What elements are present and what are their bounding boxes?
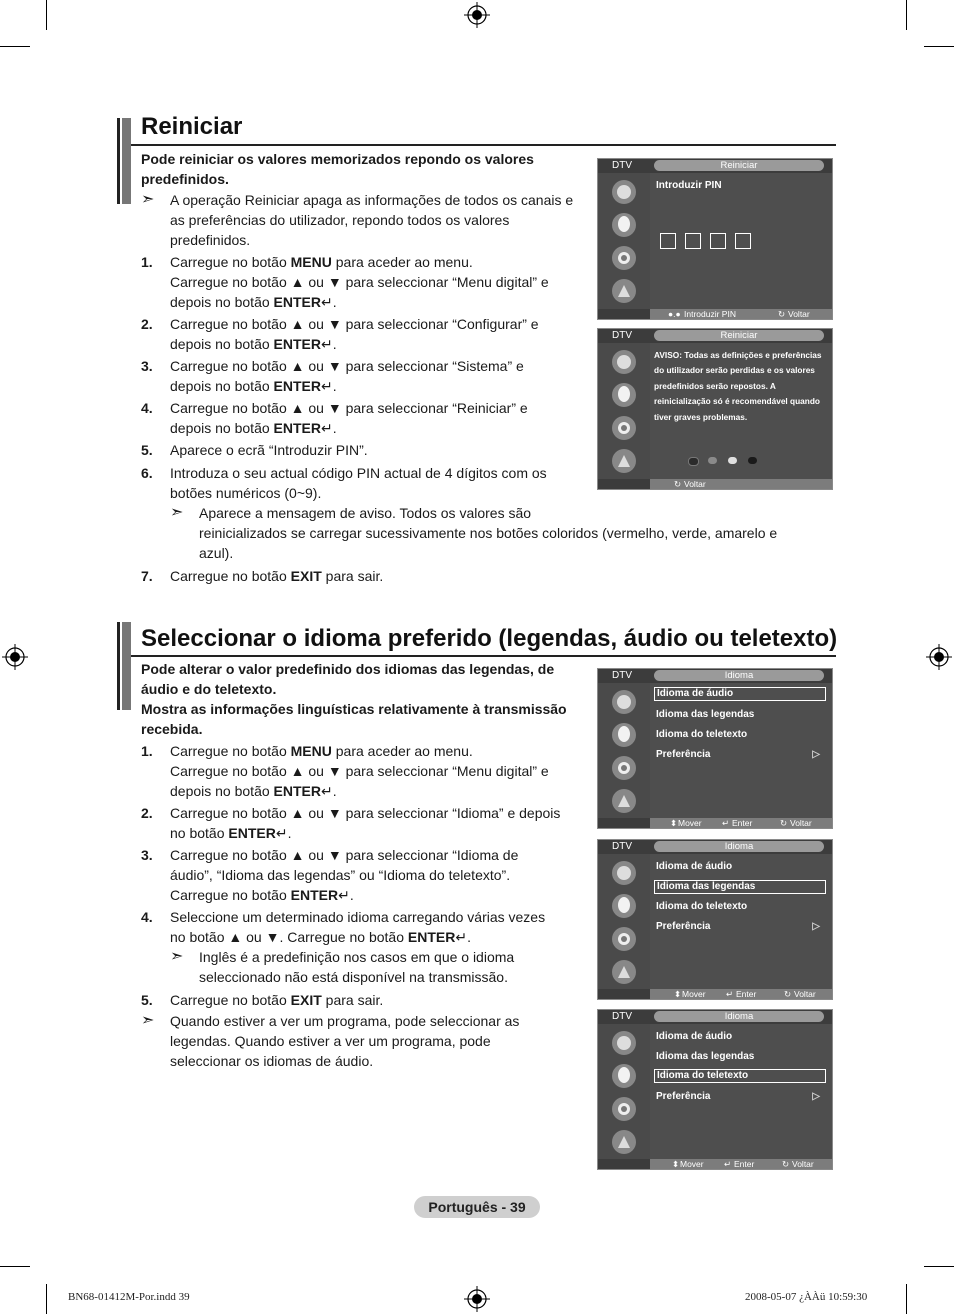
tv-sidebar [598, 683, 650, 818]
note-arrow-icon: ➣ [141, 191, 155, 208]
registration-mark-left [2, 644, 28, 670]
input-menu-icon [610, 1128, 638, 1156]
menu-item-idioma-teletexto[interactable]: Idioma do teletexto [656, 729, 748, 740]
enter-icon: ↵ [320, 378, 333, 394]
tv-sidebar [598, 854, 650, 989]
pin-label: Introduzir PIN [656, 180, 722, 191]
enter-icon: ↵ [275, 825, 288, 841]
return-icon: ↻ [780, 818, 788, 828]
move-icon: ⬍ [672, 1159, 680, 1169]
menu-item-idioma-audio[interactable]: Idioma de áudio [656, 1031, 733, 1042]
settings-menu-icon [610, 754, 638, 782]
tv-screen-pin: DTV Reiniciar Introduzir PIN ●.● Introduzir PIN ↻ Voltar [597, 158, 833, 320]
enter-icon: ↵ [726, 989, 734, 999]
tv-screen-idioma-audio: DTV Idioma Idioma de áudio Idioma das legendas Idioma do teletexto Preferência ▷ ⬍ Mover ↵ Enter ↻ Voltar [597, 668, 833, 829]
screen-title: Idioma [654, 1011, 824, 1022]
input-menu-icon [610, 447, 638, 475]
pin-digit-box[interactable] [685, 233, 701, 249]
submenu-arrow-icon: ▷ [812, 921, 820, 932]
screen-title: Reiniciar [654, 330, 824, 341]
step: 1. Carregue no botão MENU para aceder ao menu. Carregue no botão ▲ ou ▼ para seleccionar “Menu digital” e depois no botão ENTER↵. [141, 743, 549, 799]
note-arrow-icon: ➣ [141, 1012, 155, 1029]
section-rule [131, 144, 836, 146]
pin-digit-box[interactable] [660, 233, 676, 249]
footer-timestamp: 2008-05-07 ¿ÀÀü 10:59:30 [745, 1291, 868, 1303]
picture-menu-icon [610, 688, 638, 716]
menu-item-idioma-legendas[interactable]: Idioma das legendas [656, 1051, 755, 1062]
menu-item-idioma-teletexto[interactable]: Idioma do teletexto [654, 1069, 826, 1083]
section-title: Reiniciar [141, 113, 243, 140]
return-icon: ↻ [674, 479, 682, 489]
page-number-label: Português - 39 [414, 1196, 540, 1218]
sound-menu-icon [610, 381, 638, 409]
step: 5. Carregue no botão EXIT para sair. [141, 992, 384, 1008]
enter-icon: ↵ [320, 420, 333, 436]
step: 5. Aparece o ecrã “Introduzir PIN”. [141, 442, 368, 458]
tv-sidebar [598, 343, 650, 479]
return-icon: ↻ [782, 1159, 790, 1169]
pin-digit-box[interactable] [710, 233, 726, 249]
section-bar [117, 118, 131, 204]
step: 4. Seleccione um determinado idioma carregando várias vezes no botão ▲ ou ▼. Carregue no botão ENTER↵. [141, 909, 546, 945]
footer-file-info: BN68-01412M-Por.indd 39 [68, 1291, 190, 1303]
submenu-arrow-icon: ▷ [812, 1091, 820, 1102]
screen-title: Idioma [654, 670, 824, 681]
section-bar [117, 622, 131, 710]
picture-menu-icon [610, 1029, 638, 1057]
warning-text: AVISO: Todas as definições e preferências do utilizador serão perdidas e os valores predefinidos serão repostos. A reinicialização só é recomendável quando tiver graves problemas. [654, 350, 822, 422]
color-dot [728, 457, 737, 464]
enter-icon: ↵ [455, 929, 468, 945]
enter-icon: ↵ [724, 1159, 732, 1169]
color-dot [748, 457, 757, 464]
menu-item-idioma-teletexto[interactable]: Idioma do teletexto [656, 901, 748, 912]
settings-menu-icon [610, 1095, 638, 1123]
picture-menu-icon [610, 859, 638, 887]
sound-menu-icon [610, 721, 638, 749]
tv-sidebar [598, 1024, 650, 1159]
tv-screen-warning: DTV Reiniciar AVISO: Todas as definições e preferências do utilizador serão perdidas e os valores predefinidos serão repostos. A reinicialização só é recomendável quando tiver graves problemas. ↻ Voltar [597, 328, 833, 490]
menu-item-preferencia[interactable]: Preferência ▷ [656, 749, 820, 760]
section-intro: Pode alterar o valor predefinido dos idiomas das legendas, de áudio e do teletexto. [141, 661, 555, 697]
step: 2. Carregue no botão ▲ ou ▼ para seleccionar “Configurar” e depois no botão ENTER↵. [141, 316, 539, 352]
menu-item-idioma-audio[interactable]: Idioma de áudio [656, 861, 733, 872]
enter-icon: ↵ [320, 294, 333, 310]
section-intro: Mostra as informações linguísticas relativamente à transmissão recebida. [141, 701, 567, 737]
step: 3. Carregue no botão ▲ ou ▼ para seleccionar “Idioma de áudio”, “Idioma das legendas” ou “Idioma do teletexto”. Carregue no botão ENTER↵. [141, 847, 519, 903]
submenu-arrow-icon: ▷ [812, 749, 820, 760]
screen-footer: ⬍ Mover ↵ Enter ↻ Voltar [650, 989, 832, 999]
screen-title: Reiniciar [654, 160, 824, 171]
step: 1. Carregue no botão MENU para aceder ao menu. Carregue no botão ▲ ou ▼ para seleccionar “Menu digital” e depois no botão ENTER↵. [141, 254, 549, 310]
input-menu-icon [610, 277, 638, 305]
pin-digit-box[interactable] [735, 233, 751, 249]
step: 4. Carregue no botão ▲ ou ▼ para seleccionar “Reiniciar” e depois no botão ENTER↵. [141, 400, 528, 436]
screen-footer: ●.● Introduzir PIN ↻ Voltar [650, 309, 832, 319]
section-intro: Pode reiniciar os valores memorizados repondo os valores predefinidos. [141, 151, 534, 187]
step: 7. Carregue no botão EXIT para sair. [141, 568, 384, 584]
registration-mark-top [464, 2, 490, 28]
tv-screen-idioma-teletexto: DTV Idioma Idioma de áudio Idioma das legendas Idioma do teletexto Preferência ▷ ⬍ Mover ↵ Enter ↻ Voltar [597, 1009, 833, 1170]
screen-title: Idioma [654, 841, 824, 852]
screen-footer: ⬍ Mover ↵ Enter ↻ Voltar [650, 1159, 832, 1169]
subnote: ➣ Inglês é a predefinição nos casos em que o idioma seleccionado não está disponível na transmissão. [170, 948, 515, 985]
enter-icon: ↵ [722, 818, 730, 828]
menu-item-preferencia[interactable]: Preferência ▷ [656, 1091, 820, 1102]
enter-icon: ↵ [338, 887, 350, 903]
sound-menu-icon [610, 1062, 638, 1090]
enter-icon: ↵ [320, 336, 333, 352]
tv-screen-idioma-legendas: DTV Idioma Idioma de áudio Idioma das legendas Idioma do teletexto Preferência ▷ ⬍ Mover ↵ Enter ↻ Voltar [597, 839, 833, 1000]
section-title: Seleccionar o idioma preferido (legendas, áudio ou teletexto) [141, 625, 838, 652]
step: 6. Introduza o seu actual código PIN actual de 4 dígitos com os botões numéricos (0~9). [141, 465, 547, 501]
registration-mark-right [926, 644, 952, 670]
sound-menu-icon [610, 211, 638, 239]
note: ➣ Quando estiver a ver um programa, pode seleccionar as legendas. Quando estiver a ver um programa, pode seleccionar os idiomas de áudio. [141, 1012, 520, 1069]
return-icon: ↻ [784, 989, 792, 999]
input-menu-icon [610, 958, 638, 986]
menu-item-preferencia[interactable]: Preferência ▷ [656, 921, 820, 932]
note-arrow-icon: ➣ [170, 504, 184, 521]
color-dot [708, 457, 717, 464]
move-icon: ⬍ [670, 818, 678, 828]
picture-menu-icon [610, 178, 638, 206]
subnote: ➣ Aparece a mensagem de aviso. Todos os valores são reinicializados se carregar sucessivamente nos botões coloridos (vermelho, verde, amarelo e azul). [170, 504, 778, 561]
note: ➣ A operação Reiniciar apaga as informações de todos os canais e as preferências do utilizador, repondo todos os valores predefinidos. [141, 191, 574, 248]
menu-item-idioma-audio[interactable]: Idioma de áudio [654, 687, 826, 701]
color-dot [688, 457, 699, 466]
menu-item-idioma-legendas[interactable]: Idioma das legendas [656, 709, 755, 720]
screen-footer: ↻ Voltar [650, 479, 832, 489]
return-icon: ↻ [778, 309, 786, 319]
tv-sidebar [598, 173, 650, 309]
picture-menu-icon [610, 348, 638, 376]
settings-menu-icon [610, 244, 638, 272]
section-rule [131, 655, 836, 657]
sound-menu-icon [610, 892, 638, 920]
number-keys-icon: ●.● [668, 309, 681, 319]
move-icon: ⬍ [674, 989, 682, 999]
step: 3. Carregue no botão ▲ ou ▼ para seleccionar “Sistema” e depois no botão ENTER↵. [141, 358, 524, 394]
step: 2. Carregue no botão ▲ ou ▼ para seleccionar “Idioma” e depois no botão ENTER↵. [141, 805, 561, 841]
enter-icon: ↵ [320, 783, 333, 799]
note-arrow-icon: ➣ [170, 948, 184, 965]
registration-mark-bottom [464, 1286, 490, 1312]
input-menu-icon [610, 787, 638, 815]
settings-menu-icon [610, 925, 638, 953]
screen-footer: ⬍ Mover ↵ Enter ↻ Voltar [650, 818, 832, 828]
menu-item-idioma-legendas[interactable]: Idioma das legendas [654, 880, 826, 894]
settings-menu-icon [610, 414, 638, 442]
